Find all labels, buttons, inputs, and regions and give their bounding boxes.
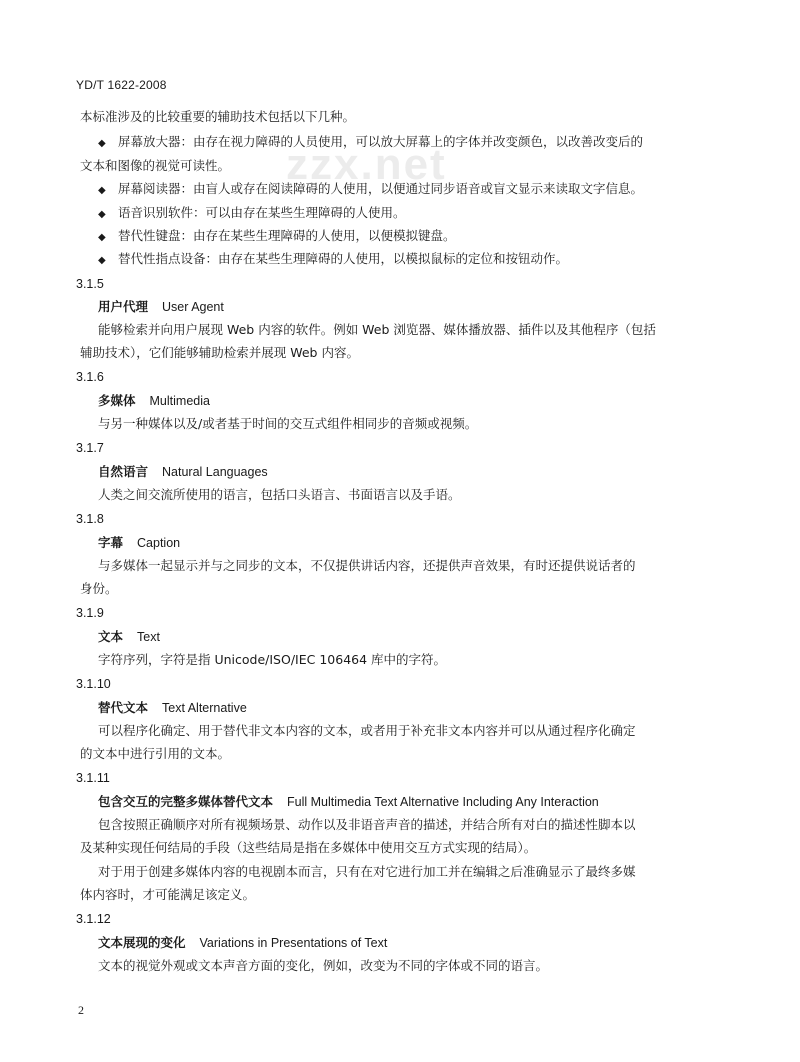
- definition-line: 身份。: [80, 581, 118, 596]
- bullet-icon: ◆: [98, 232, 106, 243]
- list-item: ◆ 语音识别软件：可以由存在某些生理障碍的人使用。: [98, 205, 406, 220]
- section-number: 3.1.9: [76, 606, 104, 620]
- definition-line: 辅助技术），它们能够辅助检索并展现 Web 内容。: [80, 345, 359, 360]
- intro-text: 本标准涉及的比较重要的辅助技术包括以下几种。: [80, 109, 356, 124]
- page-number: 2: [78, 1003, 84, 1017]
- definition-line: 包含按照正确顺序对所有视频场景、动作以及非语音声音的描述，并结合所有对白的描述性脚本以: [98, 817, 636, 832]
- definition-line: 能够检索并向用户展现 Web 内容的软件。例如 Web 浏览器、媒体播放器、插件以及其他程序（包括: [98, 322, 656, 337]
- standard-header: YD/T 1622-2008: [76, 78, 167, 92]
- term-heading: 用户代理 User Agent: [98, 299, 224, 314]
- term-heading: 文本展现的变化 Variations in Presentations of Text: [98, 935, 388, 950]
- definition-line: 字符序列，字符是指 Unicode/ISO/IEC 106464 库中的字符。: [98, 652, 447, 667]
- definition-line: 体内容时，才可能满足该定义。: [80, 887, 256, 902]
- bullet-icon: ◆: [98, 138, 106, 149]
- definition-line: 对于用于创建多媒体内容的电视剧本而言，只有在对它进行加工并在编辑之后准确显示了最终多媒: [98, 864, 636, 879]
- list-item: ◆ 替代性指点设备：由存在某些生理障碍的人使用，以模拟鼠标的定位和按钮动作。: [98, 251, 569, 266]
- definition-line: 及某种实现任何结局的手段（这些结局是指在多媒体中使用交互方式实现的结局）。: [80, 840, 537, 855]
- definition-line: 与另一种媒体以及/或者基于时间的交互式组件相同步的音频或视频。: [98, 416, 478, 431]
- bullet-icon: ◆: [98, 185, 106, 196]
- bullet-icon: ◆: [98, 209, 106, 220]
- definition-line: 与多媒体一起显示并与之同步的文本，不仅提供讲话内容，还提供声音效果，有时还提供说话者的: [98, 558, 636, 573]
- definition-line: 的文本中进行引用的文本。: [80, 746, 231, 761]
- term-heading: 包含交互的完整多媒体替代文本 Full Multimedia Text Alternative Including Any Interaction: [98, 794, 599, 809]
- definition-line: 可以程序化确定、用于替代非文本内容的文本，或者用于补充非文本内容并可以从通过程序化确定: [98, 723, 636, 738]
- definition-line: 文本的视觉外观或文本声音方面的变化，例如，改变为不同的字体或不同的语言。: [98, 958, 549, 973]
- term-heading: 多媒体 Multimedia: [98, 393, 210, 408]
- bullet-icon: ◆: [98, 255, 106, 266]
- term-heading: 字幕 Caption: [98, 535, 181, 550]
- section-number: 3.1.11: [76, 771, 110, 785]
- definition-line: 人类之间交流所使用的语言，包括口头语言、书面语言以及手语。: [98, 487, 461, 502]
- section-number: 3.1.6: [76, 370, 104, 384]
- list-item: ◆ 屏幕放大器：由存在视力障碍的人员使用，可以放大屏幕上的字体并改变颜色，以改善改变后的: [98, 134, 644, 149]
- section-number: 3.1.10: [76, 677, 111, 691]
- term-heading: 文本 Text: [98, 629, 160, 644]
- section-number: 3.1.8: [76, 512, 104, 526]
- section-number: 3.1.12: [76, 912, 111, 926]
- section-number: 3.1.5: [76, 277, 104, 291]
- list-item: ◆ 替代性键盘：由存在某些生理障碍的人使用，以便模拟键盘。: [98, 228, 456, 243]
- watermark: zzx.net: [286, 140, 447, 189]
- list-item: ◆ 屏幕阅读器：由盲人或存在阅读障碍的人使用，以便通过同步语音或盲文显示来读取文字信息。: [98, 181, 644, 196]
- list-item-continuation: 文本和图像的视觉可读性。: [80, 158, 231, 173]
- term-heading: 替代文本 Text Alternative: [98, 700, 247, 715]
- section-number: 3.1.7: [76, 441, 104, 455]
- term-heading: 自然语言 Natural Languages: [98, 464, 268, 479]
